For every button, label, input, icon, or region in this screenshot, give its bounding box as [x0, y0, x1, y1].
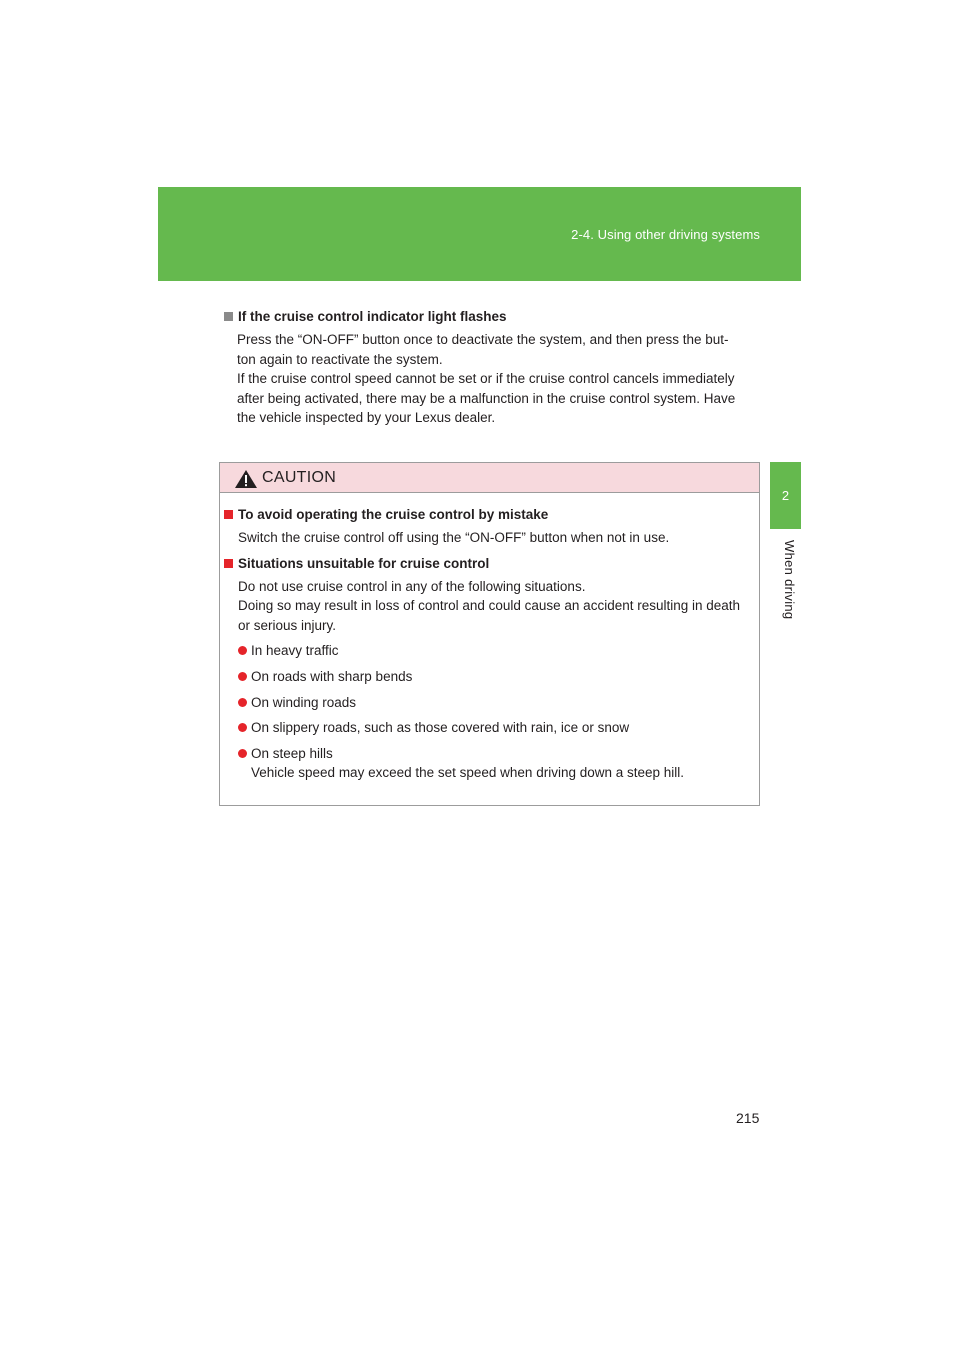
list-item [224, 641, 759, 661]
indicator-flash-section [224, 309, 759, 428]
caution-item-text: Doing so may result in loss of control and could cause an accident resulting in death [238, 598, 741, 614]
indicator-text-line: ton again to reactivate the system. [237, 351, 443, 367]
section-title: 2-4. Using other driving systems [571, 227, 760, 242]
chapter-label: When driving [782, 540, 797, 620]
gray-square-marker-icon [224, 312, 233, 321]
chapter-number: 2 [781, 488, 790, 503]
red-square-marker-icon [224, 559, 233, 568]
red-bullet-icon [238, 749, 247, 758]
steep-hill-note: Vehicle speed may exceed the set speed when driving down a steep hill. [251, 765, 685, 781]
page-number: 215 [736, 1110, 760, 1126]
list-item-content [251, 744, 684, 783]
indicator-text-line: the vehicle inspected by your Lexus dealer. [237, 410, 496, 426]
caution-header [220, 463, 759, 493]
caution-item-text: Switch the cruise control off using the “ON-OFF” button when not in use. [238, 530, 670, 545]
red-bullet-icon [238, 646, 247, 655]
warning-triangle-icon [234, 469, 258, 489]
list-item-text: On roads with sharp bends [251, 668, 413, 684]
caution-item-heading-row [224, 556, 759, 571]
list-item-text: On steep hills [251, 745, 333, 761]
caution-item-text: or serious injury. [238, 617, 337, 633]
indicator-text-line: If the cruise control speed cannot be set or if the cruise control cancels immediately [237, 371, 735, 387]
indicator-text-line: Press the “ON-OFF” button once to deactivate the system, and then press the but- [237, 332, 729, 347]
chapter-tab [770, 462, 801, 529]
list-item [224, 693, 759, 713]
list-item-text: On winding roads [251, 694, 357, 710]
indicator-text-line: after being activated, there may be a malfunction in the cruise control system. Have [237, 390, 736, 406]
list-item-text: On slippery roads, such as those covered with rain, ice or snow [251, 720, 630, 736]
caution-title: CAUTION [262, 469, 337, 486]
list-item [224, 718, 759, 738]
red-bullet-icon [238, 672, 247, 681]
caution-body [220, 493, 759, 783]
caution-item-text: Do not use cruise control in any of the following situations. [238, 578, 586, 594]
caution-item-heading: To avoid operating the cruise control by mistake [238, 507, 549, 522]
indicator-heading-row [224, 309, 759, 324]
caution-item-heading: Situations unsuitable for cruise control [238, 555, 490, 571]
list-item-text: In heavy traffic [251, 643, 339, 659]
red-bullet-icon [238, 698, 247, 707]
caution-item-heading-row [224, 507, 759, 522]
caution-box [219, 462, 760, 806]
red-square-marker-icon [224, 510, 233, 519]
indicator-heading: If the cruise control indicator light flashes [238, 309, 507, 324]
list-item [224, 744, 759, 783]
red-bullet-icon [238, 723, 247, 732]
list-item [224, 667, 759, 687]
section-header-band [158, 187, 801, 281]
